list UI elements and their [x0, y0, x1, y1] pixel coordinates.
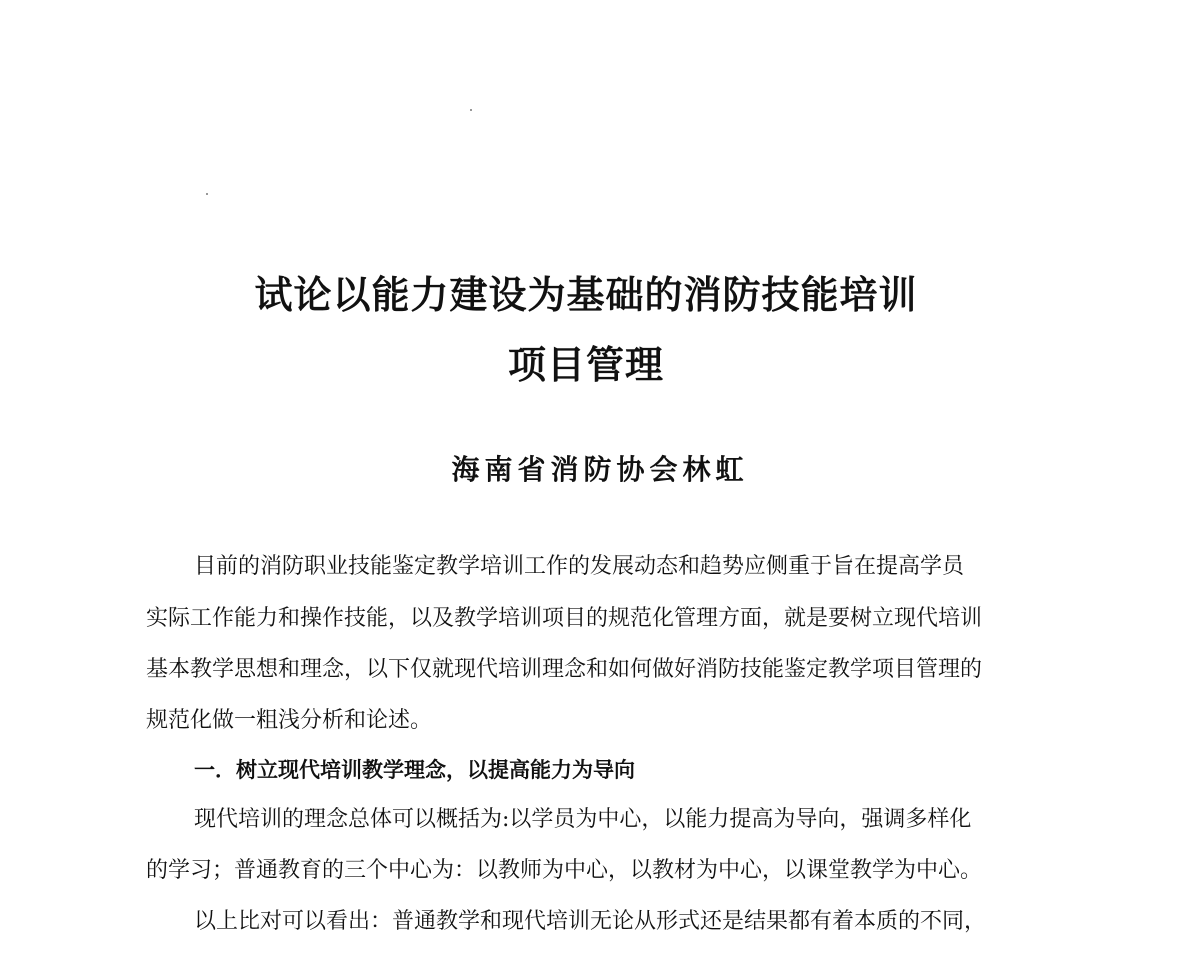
paragraph-3-line-1: 以上比对可以看出：普通教学和现代培训无论从形式还是结果都有着本质的不同， [194, 909, 987, 934]
author-line: 海南省消防协会林虹 [451, 453, 749, 486]
paragraph-2-line-2: 的学习；普通教育的三个中心为：以教师为中心，以教材为中心，以课堂教学为中心。 [146, 858, 983, 883]
scan-speck [206, 193, 208, 195]
paragraph-1-line-3: 基本教学思想和理念，以下仅就现代培训理念和如何做好消防技能鉴定教学项目管理的 [146, 657, 983, 682]
title-line-1: 试论以能力建设为基础的消防技能培训 [254, 273, 918, 317]
title-line-2: 项目管理 [507, 343, 664, 387]
scan-speck [470, 109, 472, 111]
paragraph-2-line-1: 现代培训的理念总体可以概括为:以学员为中心，以能力提高为导向，强调多样化 [194, 807, 972, 832]
paragraph-1-line-4: 规范化做一粗浅分析和论述。 [146, 708, 433, 733]
section-heading-1: 一．树立现代培训教学理念，以提高能力为导向 [194, 758, 635, 782]
paragraph-1-line-2: 实际工作能力和操作技能，以及教学培训项目的规范化管理方面，就是要树立现代培训 [146, 606, 983, 631]
paragraph-1-line-1: 目前的消防职业技能鉴定教学培训工作的发展动态和趋势应侧重于旨在提高学员 [194, 554, 965, 579]
